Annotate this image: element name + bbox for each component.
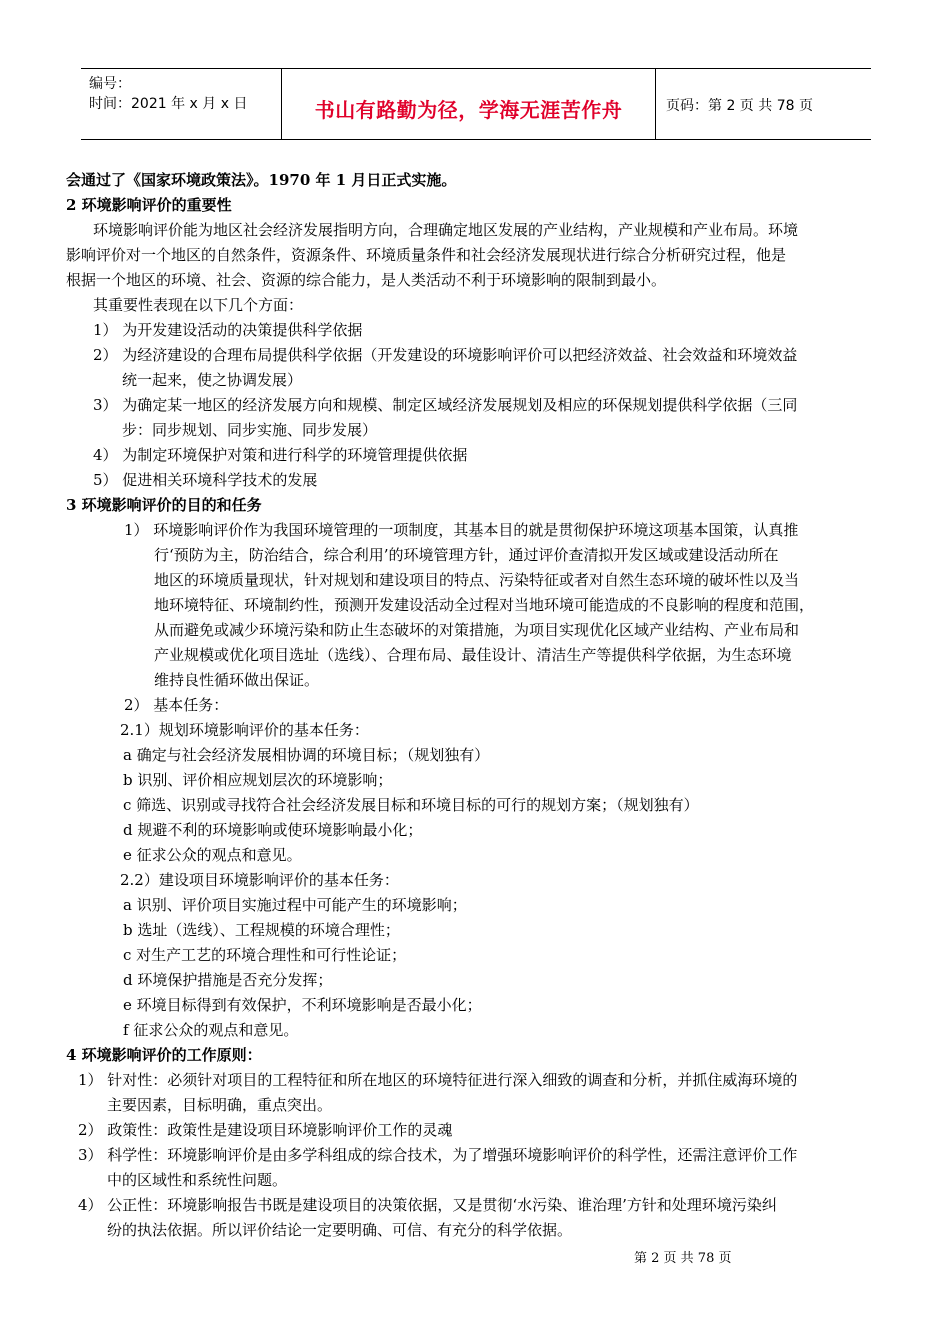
page-footer: 第 2 页 共 78 页: [634, 1251, 732, 1266]
paragraph-line: 其重要性表现在以下几个方面：: [93, 296, 304, 314]
section-heading: 2 环境影响评价的重要性: [66, 196, 232, 214]
list-item: 1） 针对性：必须针对项目的工程特征和所在地区的环境特征进行深入细致的调查和分析，并抓住威海环境的: [78, 1071, 798, 1089]
header-info-cell: [81, 69, 282, 139]
paragraph-line: 根据一个地区的环境、社会、资源的综合能力，是人类活动不利于环境影响的限制到最小。: [66, 271, 667, 289]
list-item-continuation: 纷的执法依据。所以评价结论一定要明确、可信、有充分的科学依据。: [107, 1221, 573, 1239]
task-item: a 识别、评价项目实施过程中可能产生的环境影响；: [123, 896, 467, 914]
list-item: 2） 为经济建设的合理布局提供科学依据（开发建设的环境影响评价可以把经济效益、社会效益和环境效益: [93, 346, 798, 364]
task-item: b 识别、评价相应规划层次的环境影响；: [123, 771, 393, 789]
list-item: 5） 促进相关环境科学技术的发展: [93, 471, 318, 489]
header-page-cell: [656, 69, 871, 139]
paragraph-line: 环境影响评价能为地区社会经济发展指明方向，合理确定地区发展的产业结构，产业规模和产业布局。环境: [93, 221, 799, 239]
task-item: e 征求公众的观点和意见。: [123, 846, 302, 864]
document-time-label: 时间：2021 年 x 月 x 日: [89, 96, 248, 112]
list-item-continuation: 地区的环境质量现状，针对规划和建设项目的特点、污染特征或者对自然生态环境的破坏性以及当: [154, 571, 800, 589]
list-item: 1） 环境影响评价作为我国环境管理的一项制度，其基本目的就是贯彻保护环境这项基本国策，认真推: [124, 521, 799, 539]
task-item: a 确定与社会经济发展相协调的环境目标；（规划独有）: [123, 746, 490, 764]
section-heading: 3 环境影响评价的目的和任务: [66, 496, 262, 514]
header-page-number: 页码：第 2 页 共 78 页: [666, 98, 813, 114]
list-item: 2） 基本任务：: [124, 696, 229, 714]
list-item-continuation: 地环境特征、环境制约性，预测开发建设活动全过程对当地环境可能造成的不良影响的程度和范围，: [154, 596, 815, 614]
task-item: d 规避不利的环境影响或使环境影响最小化；: [123, 821, 423, 839]
list-item: 1） 为开发建设活动的决策提供科学依据: [93, 321, 363, 339]
list-item: 4） 公正性：环境影响报告书既是建设项目的决策依据，又是贯彻‘水污染、谁治理’方针和处理环境污染纠: [78, 1196, 777, 1214]
sub-heading: 2.1）规划环境影响评价的基本任务：: [120, 721, 369, 739]
list-item-continuation: 维持良性循环做出保证。: [154, 671, 320, 689]
list-item: 4） 为制定环境保护对策和进行科学的环境管理提供依据: [93, 446, 468, 464]
list-item: 3） 为确定某一地区的经济发展方向和规模、制定区域经济发展规划及相应的环保规划提供科学依据（三同: [93, 396, 798, 414]
document-code-label: 编号：: [89, 76, 131, 92]
header-motto-cell: [282, 69, 656, 139]
paragraph-line: 会通过了《国家环境政策法》。1970 年 1 月日正式实施。: [66, 171, 457, 189]
list-item-continuation: 中的区域性和系统性问题。: [107, 1171, 288, 1189]
header-motto: 书山有路勤为径，学海无涯苦作舟: [314, 98, 623, 122]
list-item-continuation: 统一起来，使之协调发展）: [122, 371, 303, 389]
list-item-continuation: 行‘预防为主，防治结合，综合利用’的环境管理方针，通过评价查清拟开发区域或建设活动所在: [154, 546, 779, 564]
task-item: c 对生产工艺的环境合理性和可行性论证；: [123, 946, 407, 964]
section-heading: 4 环境影响评价的工作原则：: [66, 1046, 262, 1064]
task-item: b 选址（选线）、工程规模的环境合理性；: [123, 921, 400, 939]
list-item-continuation: 主要因素，目标明确，重点突出。: [107, 1096, 333, 1114]
list-item: 3） 科学性：环境影响评价是由多学科组成的综合技术，为了增强环境影响评价的科学性，还需注意评价工作: [78, 1146, 798, 1164]
list-item-continuation: 从而避免或减少环境污染和防止生态破坏的对策措施，为项目实现优化区域产业结构、产业布局和: [154, 621, 800, 639]
list-item-continuation: 产业规模或优化项目选址（选线）、合理布局、最佳设计、清洁生产等提供科学依据，为生态环境: [154, 646, 792, 664]
page-header: [81, 68, 871, 140]
list-item: 2） 政策性：政策性是建设项目环境影响评价工作的灵魂: [78, 1121, 453, 1139]
list-item-continuation: 步：同步规划、同步实施、同步发展）: [122, 421, 378, 439]
task-item: e 环境目标得到有效保护，不利环境影响是否最小化；: [123, 996, 482, 1014]
paragraph-line: 影响评价对一个地区的自然条件，资源条件、环境质量条件和社会经济发展现状进行综合分析研究过程，他是: [66, 246, 787, 264]
task-item: c 筛选、识别或寻找符合社会经济发展目标和环境目标的可行的规划方案；（规划独有）: [123, 796, 699, 814]
sub-heading: 2.2）建设项目环境影响评价的基本任务：: [120, 871, 399, 889]
task-item: d 环境保护措施是否充分发挥；: [123, 971, 333, 989]
task-item: f 征求公众的观点和意见。: [123, 1021, 299, 1039]
